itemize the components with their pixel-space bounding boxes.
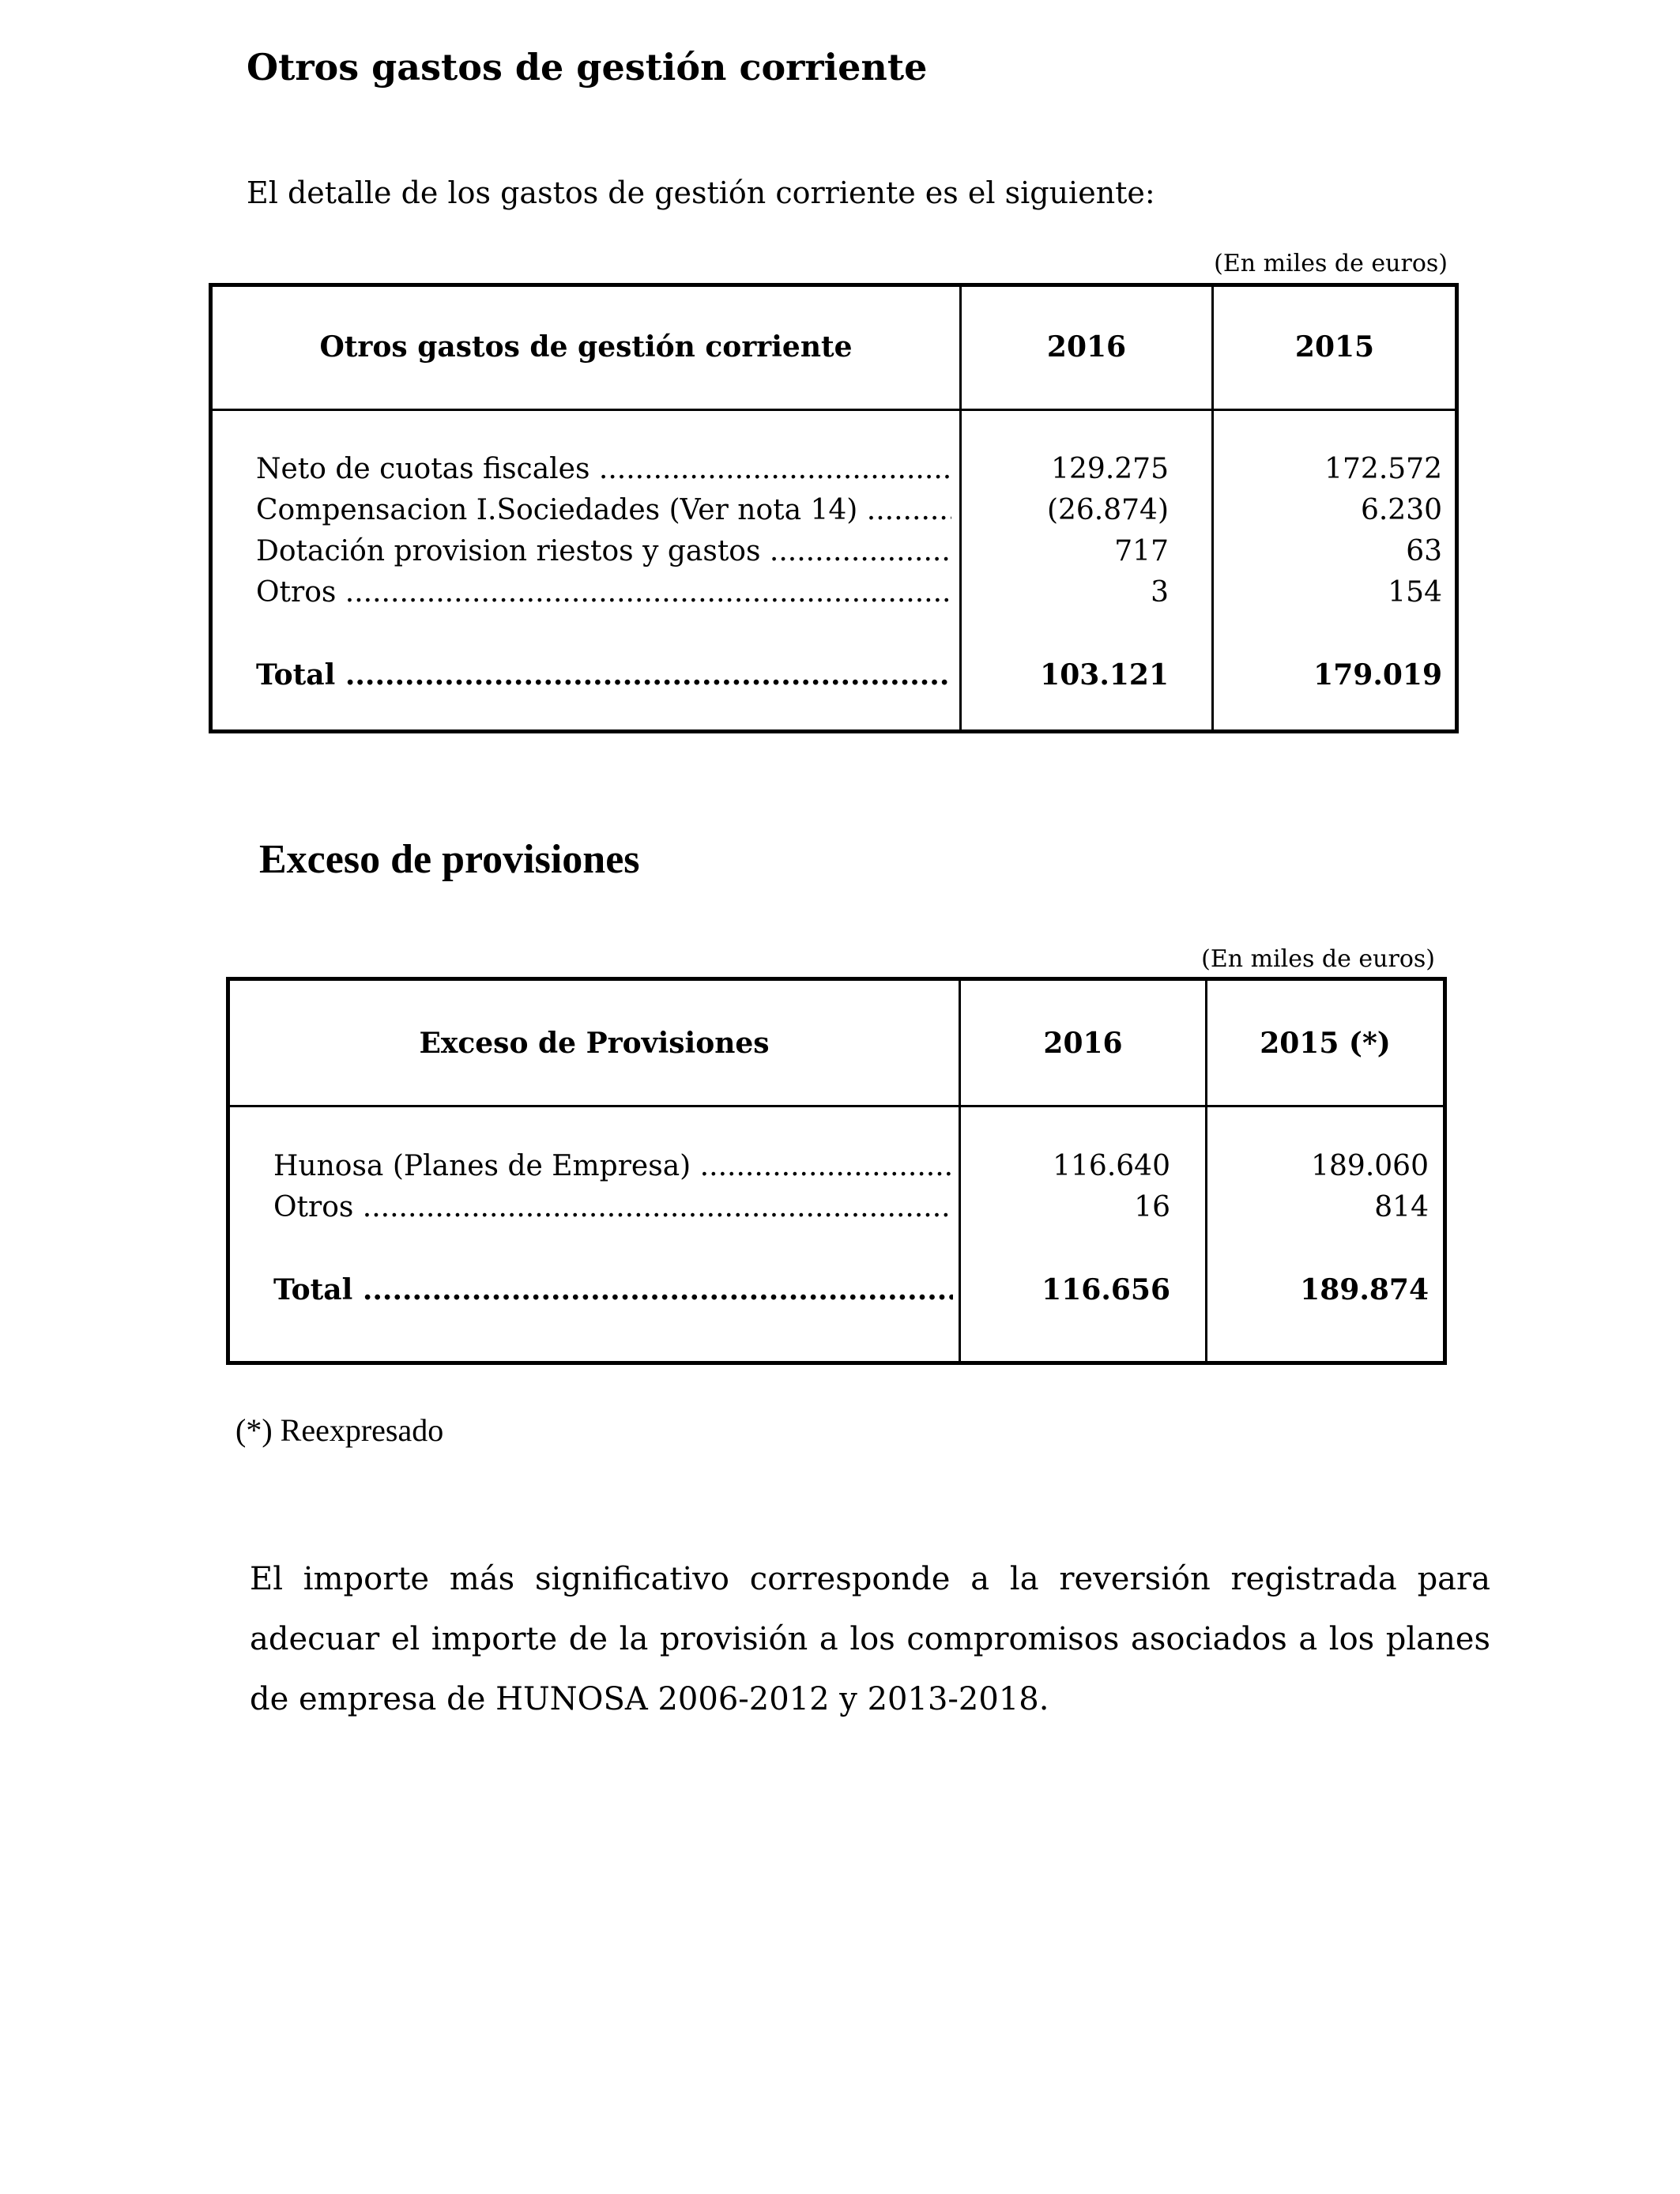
row-label: Hunosa (Planes de Empresa) — [273, 1150, 691, 1182]
row-value-2016: 129.275 — [1051, 453, 1169, 485]
intro-text: El detalle de los gastos de gestión corriente es el siguiente: — [247, 175, 1155, 210]
row-label: Neto de cuotas fiscales — [256, 453, 590, 485]
table-header-2016: 2016 — [1043, 1027, 1123, 1060]
row-value-2015: 814 — [1374, 1191, 1429, 1223]
row-label: Otros — [256, 576, 337, 609]
table-header-concept: Exceso de Provisiones — [419, 1027, 770, 1060]
table-row — [213, 453, 1455, 494]
table-row — [230, 1191, 1443, 1232]
table-total-row — [230, 1273, 1443, 1314]
row-label: Dotación provision riestos y gastos — [256, 535, 761, 567]
table-header-concept: Otros gastos de gestión corriente — [319, 330, 853, 364]
table-header-2015: 2015 — [1294, 330, 1375, 364]
row-value-2015: 63 — [1406, 535, 1442, 567]
table-row — [213, 494, 1455, 535]
table-otros-gastos — [209, 283, 1459, 733]
table-row — [213, 535, 1455, 576]
total-value-2016: 103.121 — [1040, 658, 1169, 692]
table-row — [213, 576, 1455, 617]
table-header-2016: 2016 — [1046, 330, 1127, 364]
total-value-2015: 179.019 — [1313, 658, 1442, 692]
section-title-otros-gastos: Otros gastos de gestión corriente — [247, 46, 928, 89]
row-label: Compensacion I.Sociedades (Ver nota 14) — [256, 494, 858, 526]
row-value-2016: 116.640 — [1053, 1150, 1170, 1182]
row-value-2016: 717 — [1114, 535, 1169, 567]
units-note-2: (En miles de euros) — [1201, 945, 1435, 973]
total-value-2015: 189.874 — [1300, 1273, 1429, 1306]
total-value-2016: 116.656 — [1042, 1273, 1170, 1306]
table-row — [230, 1150, 1443, 1191]
row-value-2016: 3 — [1151, 576, 1169, 609]
table-total-row — [213, 658, 1455, 699]
total-label: Total — [256, 658, 336, 692]
units-note-1: (En miles de euros) — [1214, 250, 1448, 277]
footnote-reexpresado: (*) Reexpresado — [235, 1412, 444, 1448]
row-value-2015: 154 — [1388, 576, 1442, 609]
row-value-2015: 172.572 — [1324, 453, 1442, 485]
row-value-2016: 16 — [1134, 1191, 1170, 1223]
row-value-2015: 6.230 — [1360, 494, 1442, 526]
section-title-exceso: Exceso de provisiones — [259, 837, 640, 882]
row-value-2016: (26.874) — [1046, 494, 1169, 526]
table-exceso-provisiones — [226, 977, 1447, 1365]
row-label: Otros — [273, 1191, 354, 1223]
closing-paragraph: El importe más significativo corresponde a la reversión registrada para adecuar el importe de la provisión a los compromisos asociados a los planes de empresa de HUNOSA 2006-2012 y 2013-2018. — [250, 1561, 1490, 1717]
row-value-2015: 189.060 — [1311, 1150, 1429, 1182]
total-label: Total — [273, 1273, 353, 1306]
table-header-2015: 2015 (*) — [1260, 1027, 1391, 1060]
